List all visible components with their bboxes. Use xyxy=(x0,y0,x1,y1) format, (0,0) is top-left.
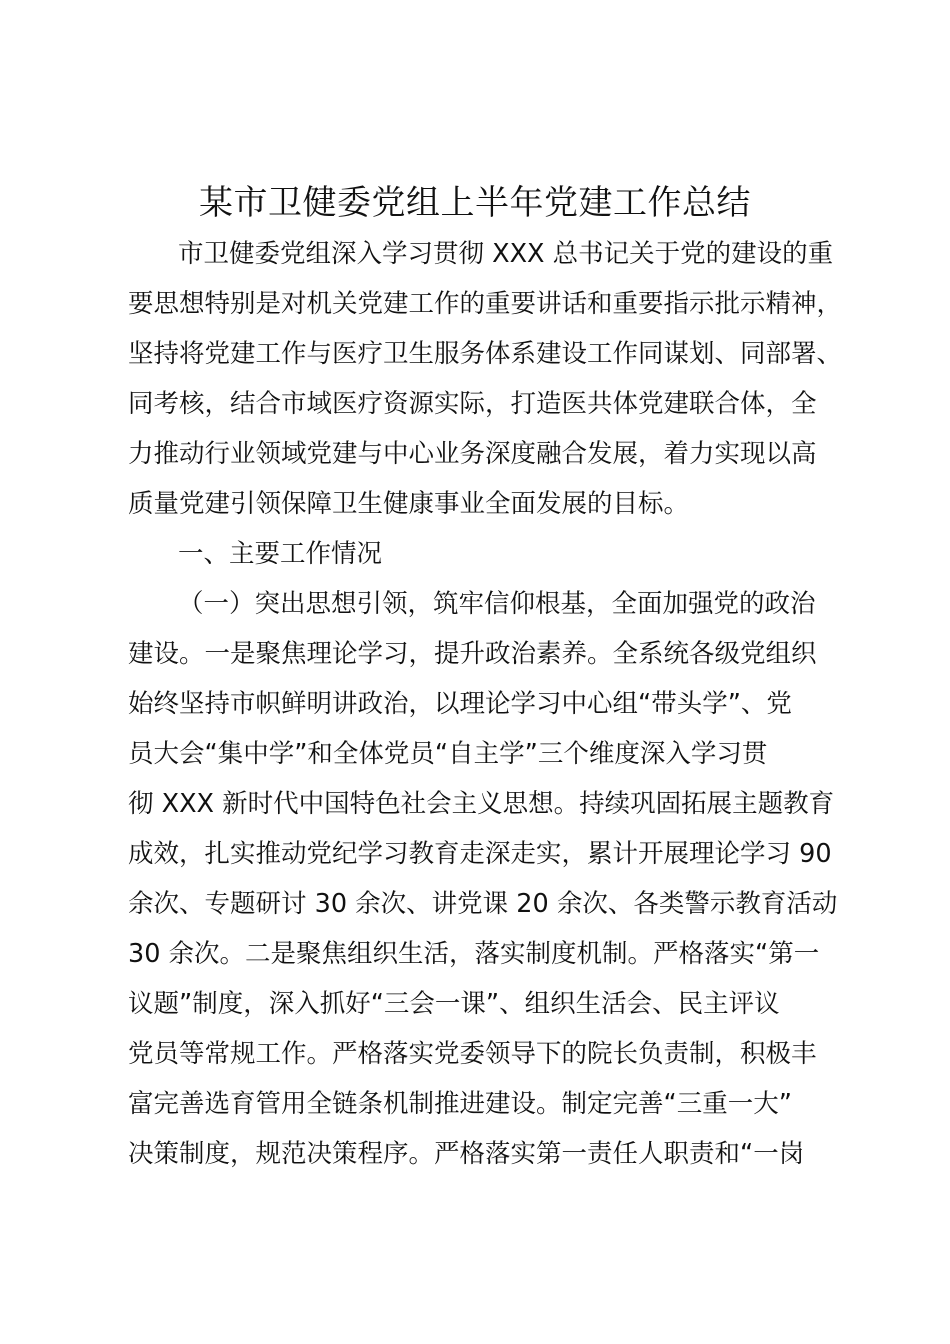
paragraph-line: 建设。一是聚焦理论学习，提升政治素养。全系统各级党组织 xyxy=(128,639,817,669)
paragraph-line: 彻 XXX 新时代中国特色社会主义思想。持续巩固拓展主题教育 xyxy=(128,789,835,819)
paragraph-line: 议题”制度，深入抓好“三会一课”、组织生活会、民主评议 xyxy=(128,989,780,1019)
paragraph-line: 30 余次。二是聚焦组织生活，落实制度机制。严格落实“第一 xyxy=(128,939,820,969)
paragraph-line: 力推动行业领域党建与中心业务深度融合发展，着力实现以高 xyxy=(128,439,817,469)
paragraph-line: 质量党建引领保障卫生健康事业全面发展的目标。 xyxy=(128,489,690,519)
paragraph-line: （一）突出思想引领，筑牢信仰根基，全面加强党的政治 xyxy=(178,589,816,619)
section-heading: 一、主要工作情况 xyxy=(178,539,383,569)
paragraph-line: 员大会“集中学”和全体党员“自主学”三个维度深入学习贯 xyxy=(128,739,768,769)
paragraph-line: 余次、专题研讨 30 余次、讲党课 20 余次、各类警示教育活动 xyxy=(128,889,838,919)
paragraph-line: 要思想特别是对机关党建工作的重要讲话和重要指示批示精神， xyxy=(128,289,843,319)
paragraph-line: 市卫健委党组深入学习贯彻 XXX 总书记关于党的建设的重 xyxy=(178,239,834,269)
paragraph-line: 同考核，结合市域医疗资源实际，打造医共体党建联合体，全 xyxy=(128,389,817,419)
document-title: 某市卫健委党组上半年党建工作总结 xyxy=(199,183,751,223)
paragraph-line: 坚持将党建工作与医疗卫生服务体系建设工作同谋划、同部署、 xyxy=(128,339,843,369)
paragraph-line: 党员等常规工作。严格落实党委领导下的院长负责制，积极丰 xyxy=(128,1039,817,1069)
paragraph-line: 决策制度，规范决策程序。严格落实第一责任人职责和“一岗 xyxy=(128,1139,805,1169)
paragraph-line: 富完善选育管用全链条机制推进建设。制定完善“三重一大” xyxy=(128,1089,792,1119)
paragraph-line: 成效，扎实推动党纪学习教育走深走实，累计开展理论学习 90 xyxy=(128,839,832,869)
paragraph-line: 始终坚持市帜鲜明讲政治，以理论学习中心组“带头学”、党 xyxy=(128,689,792,719)
